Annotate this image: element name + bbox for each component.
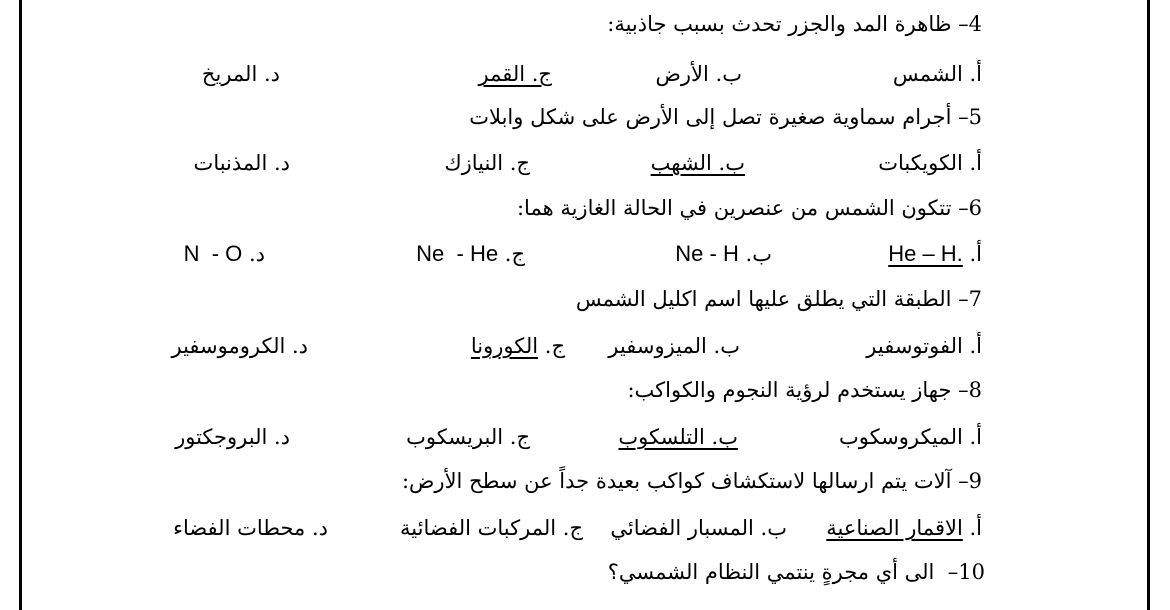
- option-value: Ne - He: [416, 241, 499, 266]
- option-value: He – H.: [888, 241, 963, 266]
- q4-option-d: د. المريخ: [201, 62, 280, 86]
- q6-option-d: [184, 241, 265, 267]
- question-number: 6: [968, 196, 982, 220]
- question-number: 8: [968, 378, 982, 402]
- q5-option-c: ج. النيازك: [444, 151, 530, 175]
- option-value: الاقمار الصناعية: [826, 516, 963, 540]
- q8-option-b: ب. التلسكوب: [618, 425, 738, 449]
- question-6: 6– تتكون الشمس من عنصرين في الحالة الغازية هما:: [516, 196, 982, 220]
- q8-option-c: ج. البريسكوب: [406, 425, 530, 449]
- question-text: تتكون الشمس من عنصرين في الحالة الغازية هما:: [516, 196, 952, 220]
- option-value: N - O: [183, 241, 243, 266]
- question-number: 4: [968, 12, 982, 36]
- option-prefix: أ.: [969, 516, 982, 540]
- q6-option-b: [675, 241, 772, 267]
- question-text: الى أي مجرةٍ ينتمي النظام الشمسي؟: [607, 560, 935, 584]
- option-prefix: ب.: [745, 242, 772, 266]
- q5-option-b: ب. الشهب: [650, 151, 745, 175]
- q9-option-b: ب. المسبار الفضائي: [610, 516, 787, 540]
- q5-option-a: أ. الكويكبات: [878, 151, 982, 175]
- option-prefix: أ.: [969, 242, 982, 266]
- q8-option-a: أ. الميكروسكوب: [838, 425, 982, 449]
- option-value: Ne - H: [675, 241, 739, 266]
- q7-option-a: أ. الفوتوسفير: [866, 334, 982, 358]
- q6-option-c: [416, 241, 525, 267]
- q4-option-b: ب. الأرض: [655, 62, 742, 86]
- q4-option-a: أ. الشمس: [892, 62, 982, 86]
- option-prefix: د.: [248, 242, 265, 266]
- q5-option-d: د. المذنبات: [193, 151, 290, 175]
- question-7: 7– الطبقة التي يطلق عليها اسم اكليل الشمس: [575, 287, 982, 311]
- question-text: أجرام سماوية صغيرة تصل إلى الأرض على شكل وابلات: [469, 105, 952, 129]
- q9-option-d: د. محطات الفضاء: [173, 516, 328, 540]
- question-text: ظاهرة المد والجزر تحدث بسبب جاذبية:: [607, 12, 952, 36]
- page-border-left: [19, 0, 22, 610]
- q9-option-a: [826, 516, 982, 540]
- question-text: جهاز يستخدم لرؤية النجوم والكواكب:: [627, 378, 952, 402]
- question-10: 10– الى أي مجرةٍ ينتمي النظام الشمسي؟: [607, 560, 985, 584]
- page-border-right: [1147, 0, 1150, 610]
- q7-option-c: [471, 334, 565, 358]
- q4-option-c: ج. القمر: [478, 62, 552, 86]
- q6-option-a: [888, 241, 982, 267]
- option-prefix: ج.: [544, 334, 565, 358]
- question-number: 9: [968, 469, 982, 493]
- q7-option-d: د. الكروموسفير: [171, 334, 308, 358]
- q7-option-b: ب. الميزوسفير: [608, 334, 740, 358]
- option-prefix: ج.: [504, 242, 525, 266]
- question-number: 7: [968, 287, 982, 311]
- option-value: الكورونا: [470, 334, 539, 358]
- question-5: 5– أجرام سماوية صغيرة تصل إلى الأرض على شكل وابلات: [469, 105, 982, 129]
- question-number: 5: [968, 105, 982, 129]
- question-8: 8– جهاز يستخدم لرؤية النجوم والكواكب:: [627, 378, 982, 402]
- q8-option-d: د. البروجكتور: [175, 425, 290, 449]
- question-9: 9– آلات يتم ارسالها لاستكشاف كواكب بعيدة جداً عن سطح الأرض:: [401, 469, 982, 493]
- question-number: 10: [958, 560, 985, 584]
- question-4: 4– ظاهرة المد والجزر تحدث بسبب جاذبية:: [607, 12, 982, 36]
- q9-option-c: ج. المركبات الفضائية: [400, 516, 583, 540]
- question-text: آلات يتم ارسالها لاستكشاف كواكب بعيدة جداً عن سطح الأرض:: [401, 469, 952, 493]
- question-text: الطبقة التي يطلق عليها اسم اكليل الشمس: [575, 287, 952, 311]
